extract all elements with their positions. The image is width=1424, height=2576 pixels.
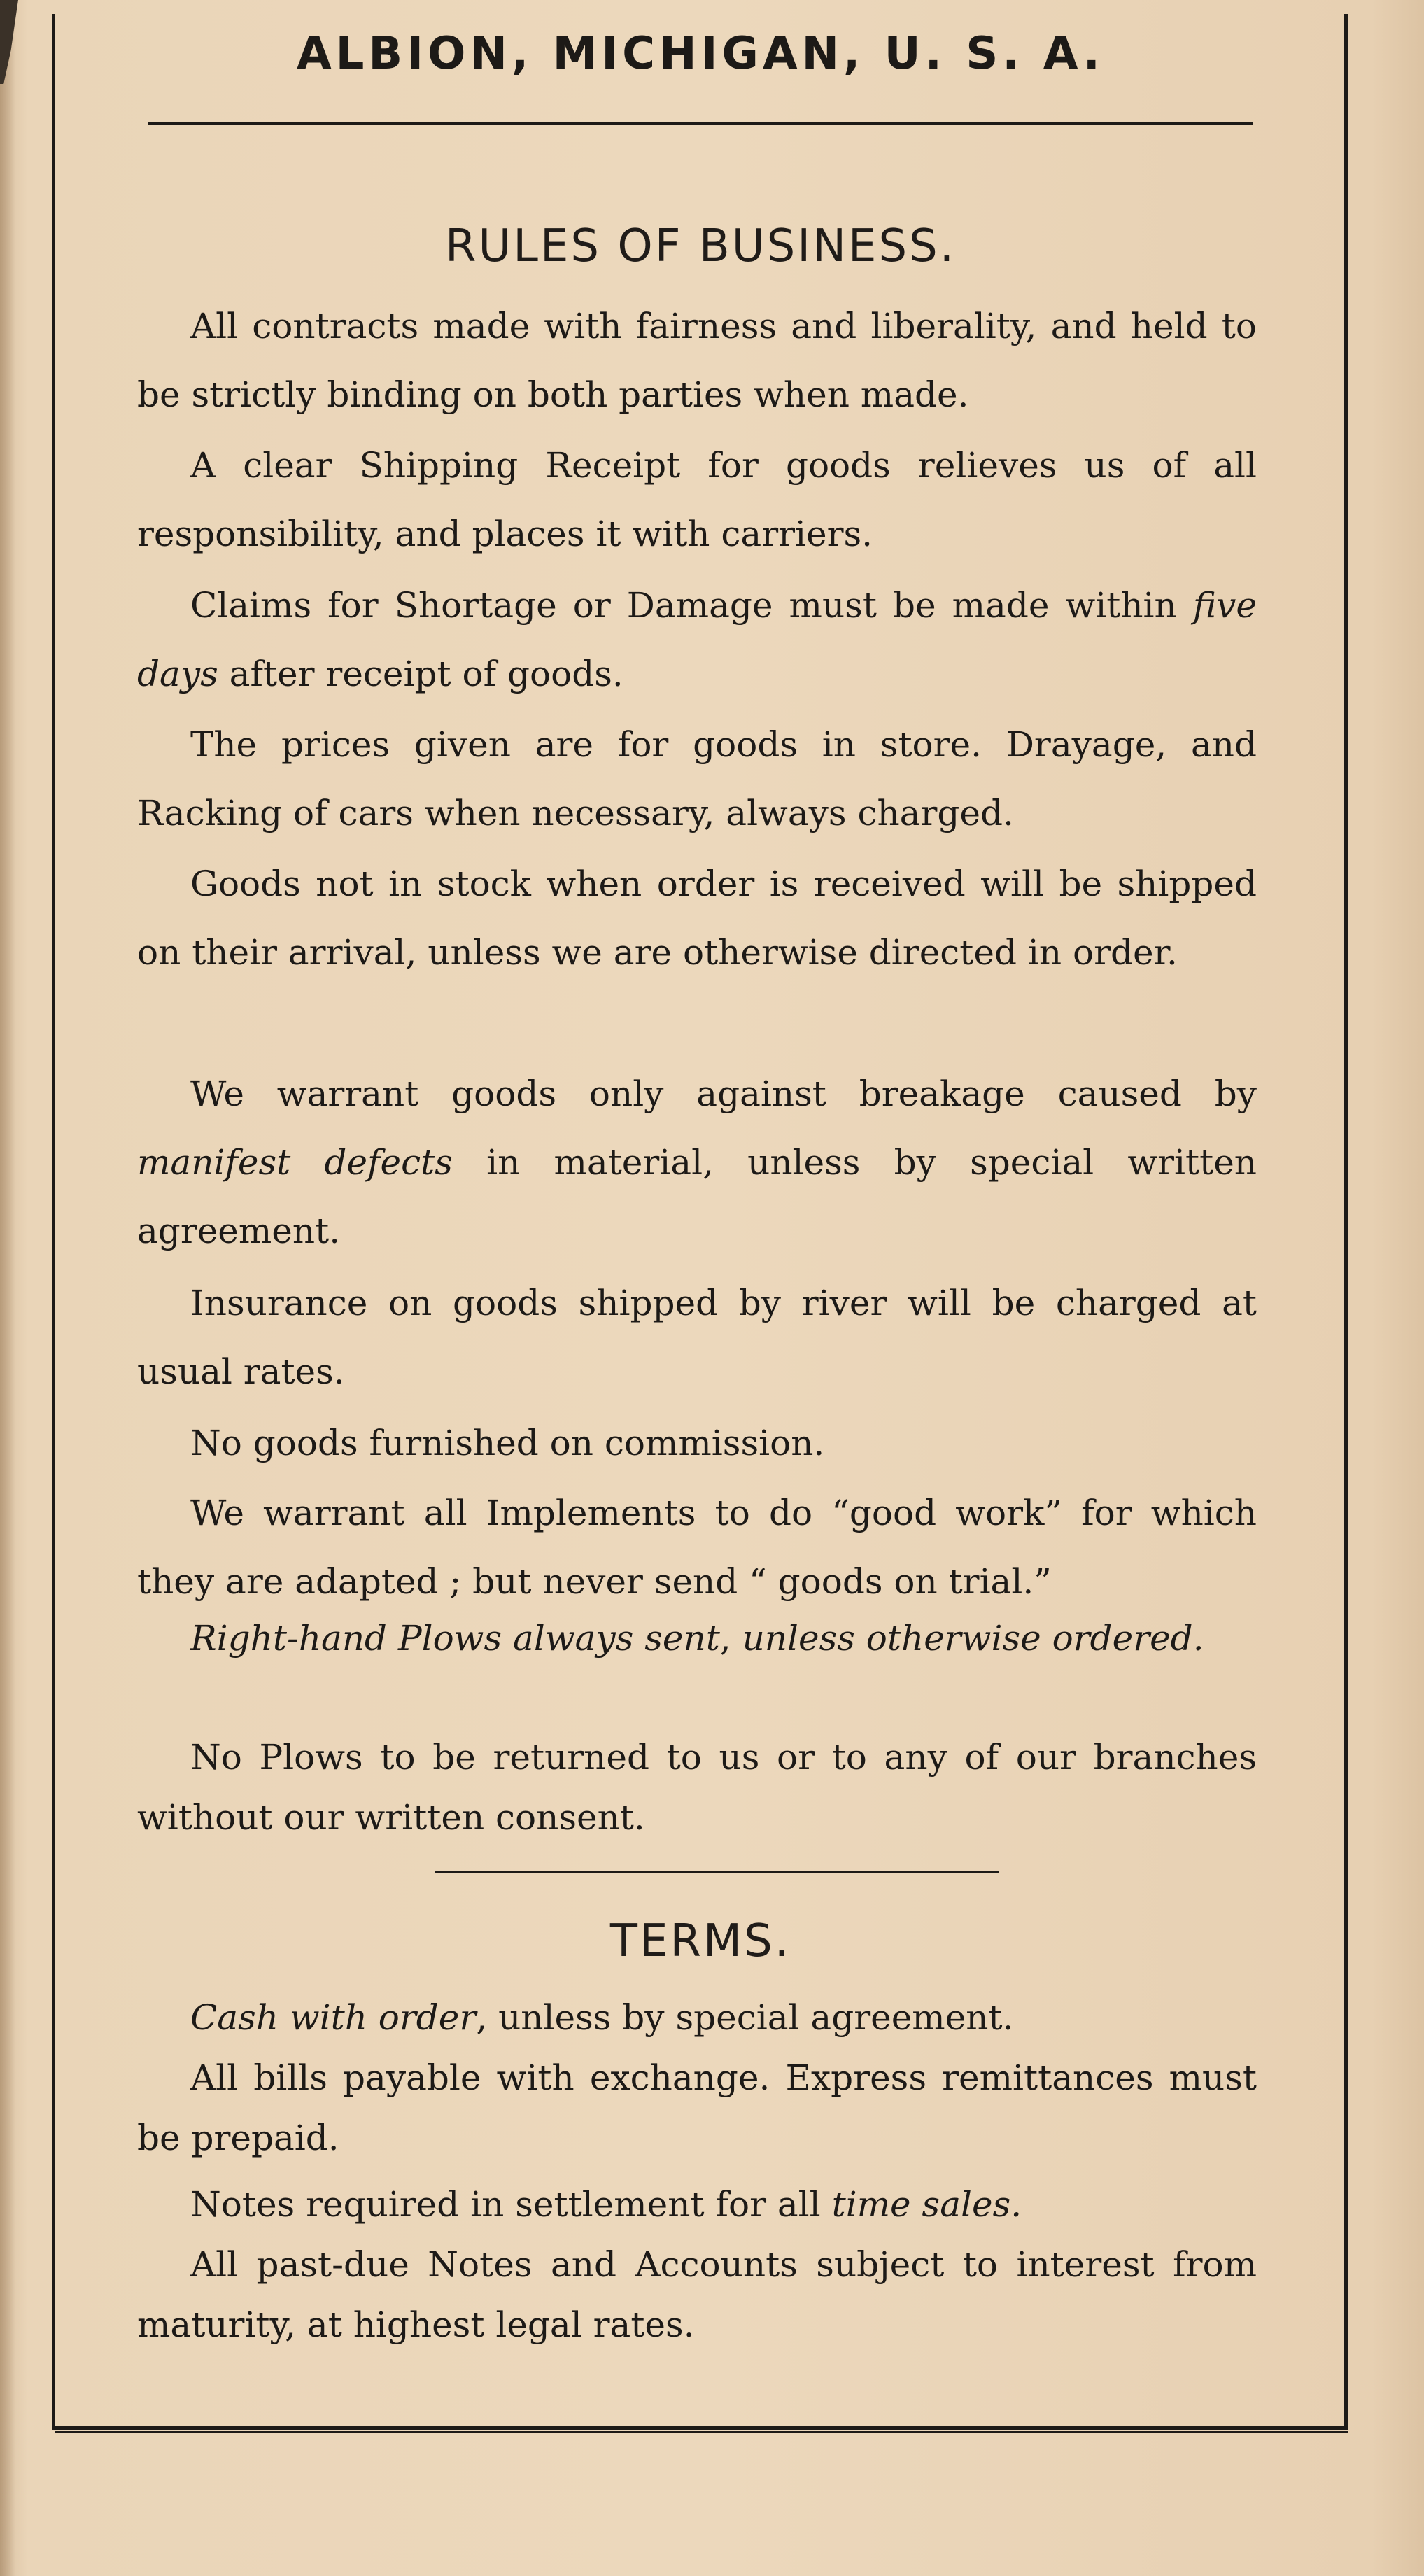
rule-text: A clear Shipping Receipt for goods relieves us of all responsibility, and places it with carriers.: [137, 445, 1257, 554]
terms-paragraph: [137, 2174, 1257, 2234]
rule-text: after receipt of goods.: [218, 654, 623, 694]
rule-paragraph: [137, 1060, 1257, 1265]
rule-text: We warrant all Implements to do “good work” for which they are adapted ; but never send “ goods on trial.”: [137, 1493, 1257, 1602]
terms-text: All past-due Notes and Accounts subject to interest from maturity, at highest legal rates.: [137, 2244, 1257, 2345]
rule-text: ,: [719, 1618, 742, 1659]
terms-heading: TERMS.: [609, 1915, 791, 1967]
terms-paragraph: [137, 2048, 1257, 2168]
rule-text: No goods furnished on commission.: [190, 1423, 825, 1463]
header-rule: [148, 122, 1253, 125]
rule-paragraph: [137, 1727, 1257, 1847]
rule-text: The prices given are for goods in store. Drayage, and Racking of cars when necessary, always charged.: [137, 724, 1257, 833]
section-divider: [435, 1871, 999, 1873]
rule-paragraph: [137, 1409, 1257, 1477]
rule-paragraph: [137, 710, 1257, 847]
rule-paragraph: [137, 1269, 1257, 1406]
terms-text: Notes required in settlement for all: [190, 2184, 832, 2225]
terms-text: , unless by special agreement.: [476, 1997, 1014, 2038]
rule-text: We warrant goods only against breakage caused by: [190, 1074, 1257, 1114]
rule-text: Claims for Shortage or Damage must be made within: [190, 585, 1193, 626]
rule-paragraph: [137, 292, 1257, 429]
page-binding-shadow: [0, 0, 15, 2576]
rule-text: in material, unless by special written agreement.: [137, 1142, 1257, 1251]
rule-text: Insurance on goods shipped by river will be charged at usual rates.: [137, 1283, 1257, 1392]
rule-emphasis: Right-hand Plows always sent: [190, 1618, 720, 1659]
terms-emphasis: Cash with order: [190, 1997, 477, 2038]
rule-emphasis: unless otherwise ordered.: [742, 1618, 1204, 1659]
rule-paragraph: [137, 1610, 1257, 1667]
location-header: ALBION, MICHIGAN, U. S. A.: [297, 28, 1104, 80]
rule-text: Goods not in stock when order is received will be shipped on their arrival, unless we are otherwise directed in order.: [137, 864, 1257, 973]
rule-emphasis: five days: [137, 585, 1257, 694]
terms-paragraph: [137, 1987, 1257, 2048]
rule-paragraph: [137, 431, 1257, 568]
terms-paragraph: [137, 2234, 1257, 2355]
rule-paragraph: [137, 850, 1257, 987]
rule-paragraph: [137, 571, 1257, 708]
rule-text: All contracts made with fairness and liberality, and held to be strictly binding on both parties when made.: [137, 306, 1257, 415]
rules-heading: RULES OF BUSINESS.: [444, 220, 957, 272]
page-border-bottom-rule: [55, 2431, 1348, 2433]
rule-paragraph: [137, 1479, 1257, 1616]
rule-text: No Plows to be returned to us or to any of our branches without our written consent.: [137, 1737, 1257, 1838]
rule-emphasis: manifest defects: [137, 1142, 453, 1183]
terms-emphasis: time sales.: [831, 2184, 1022, 2225]
terms-text: All bills payable with exchange. Express remittances must be prepaid.: [137, 2057, 1257, 2158]
